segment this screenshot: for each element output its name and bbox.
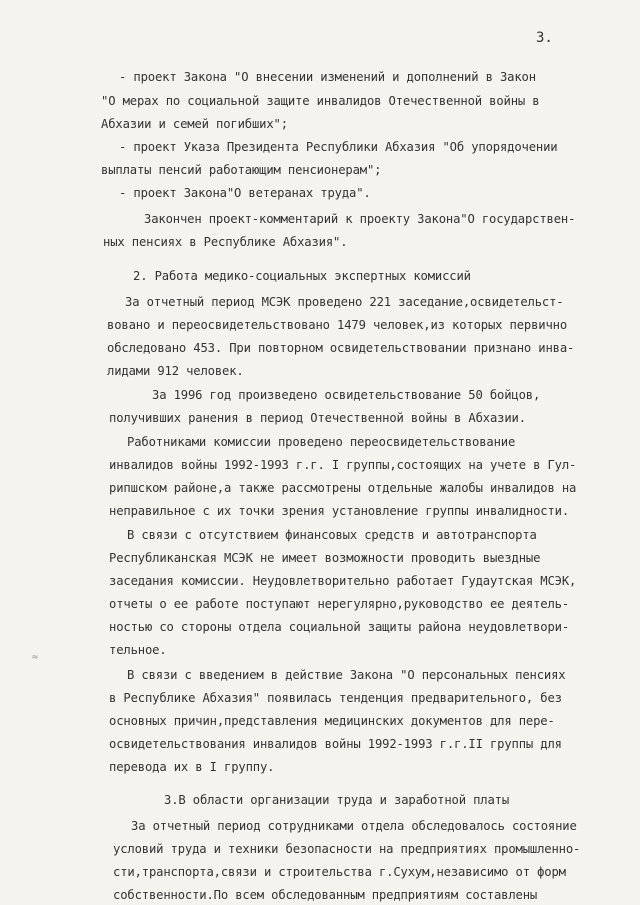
text-line: рипшском районе,а также рассмотрены отдельные жалобы инвалидов на: [109, 481, 577, 495]
text-line: перевода их в I группу.: [109, 760, 275, 774]
text-line: инвалидов войны 1992-1993 г.г. I группы,состоящих на учете в Гул-: [109, 458, 577, 472]
margin-mark: ≈: [32, 652, 39, 663]
text-line: неправильное с их точки зрения установление группы инвалидности.: [109, 504, 569, 518]
section-heading: 2. Работа медико-социальных экспертных комиссий: [133, 269, 471, 283]
text-line: лидами 912 человек.: [107, 364, 244, 378]
text-line: - проект Закона"О ветеранах труда".: [119, 186, 371, 200]
text-line: Республиканская МСЭК не имеет возможности проводить выездные: [109, 551, 541, 565]
text-line: Абхазии и семей погибших";: [101, 117, 288, 131]
text-line: В связи с введением в действие Закона "О персональных пенсиях: [127, 668, 566, 682]
text-line: выплаты пенсий работающим пенсионерам";: [101, 163, 382, 177]
text-line: получивших ранения в период Отечественной войны в Абхазии.: [109, 411, 526, 425]
text-line: тельное.: [109, 643, 167, 657]
text-line: вовано и переосвидетельствовано 1479 человек,из которых первично: [107, 318, 567, 332]
text-line: в Республике Абхазия" появилась тенденция предварительного, без: [109, 691, 562, 705]
text-line: отчеты о ее работе поступают нерегулярно,руководство ее деятель-: [109, 597, 569, 611]
text-line: собственности.По всем обследованным предприятиям составлены: [113, 888, 538, 902]
text-line: ных пенсиях в Республике Абхазия".: [103, 235, 348, 249]
text-line: За отчетный период сотрудниками отдела обследовалось состояние: [131, 819, 577, 833]
text-line: Закончен проект-комментарий к проекту Закона"О государствен-: [144, 212, 576, 226]
text-line: заседания комиссии. Неудовлетворительно работает Гудаутская МСЭК,: [109, 574, 577, 588]
text-line: За отчетный период МСЭК проведено 221 заседание,освидетельст-: [125, 295, 564, 309]
text-line: условий труда и техники безопасности на предприятиях промышленно-: [113, 842, 581, 856]
text-line: За 1996 год произведено освидетельствование 50 бойцов,: [152, 388, 541, 402]
text-line: В связи с отсутствием финансовых средств и автотранспорта: [127, 528, 537, 542]
text-line: сти,транспорта,связи и строительства г.Сухум,независимо от форм: [113, 865, 566, 879]
text-line: - проект Указа Президента Республики Абхазия "Об упорядочении: [119, 140, 558, 154]
text-line: "О мерах по социальной защите инвалидов Отечественной войны в: [101, 94, 540, 108]
text-line: обследовано 453. При повторном освидетельствовании признано инва-: [107, 341, 575, 355]
text-line: основных причин,представления медицинских документов для пере-: [109, 714, 555, 728]
text-line: Работниками комиссии проведено переосвидетельствование: [127, 435, 516, 449]
section-heading: 3.В области организации труда и заработной платы: [164, 793, 509, 807]
page-number: 3.: [536, 30, 553, 46]
text-line: освидетельствования инвалидов войны 1992-1993 г.г.II группы для: [109, 737, 562, 751]
text-line: - проект Закона "О внесении изменений и дополнений в Закон: [119, 70, 536, 84]
text-line: ностью со стороны отдела социальной защиты района неудовлетвори-: [109, 620, 569, 634]
